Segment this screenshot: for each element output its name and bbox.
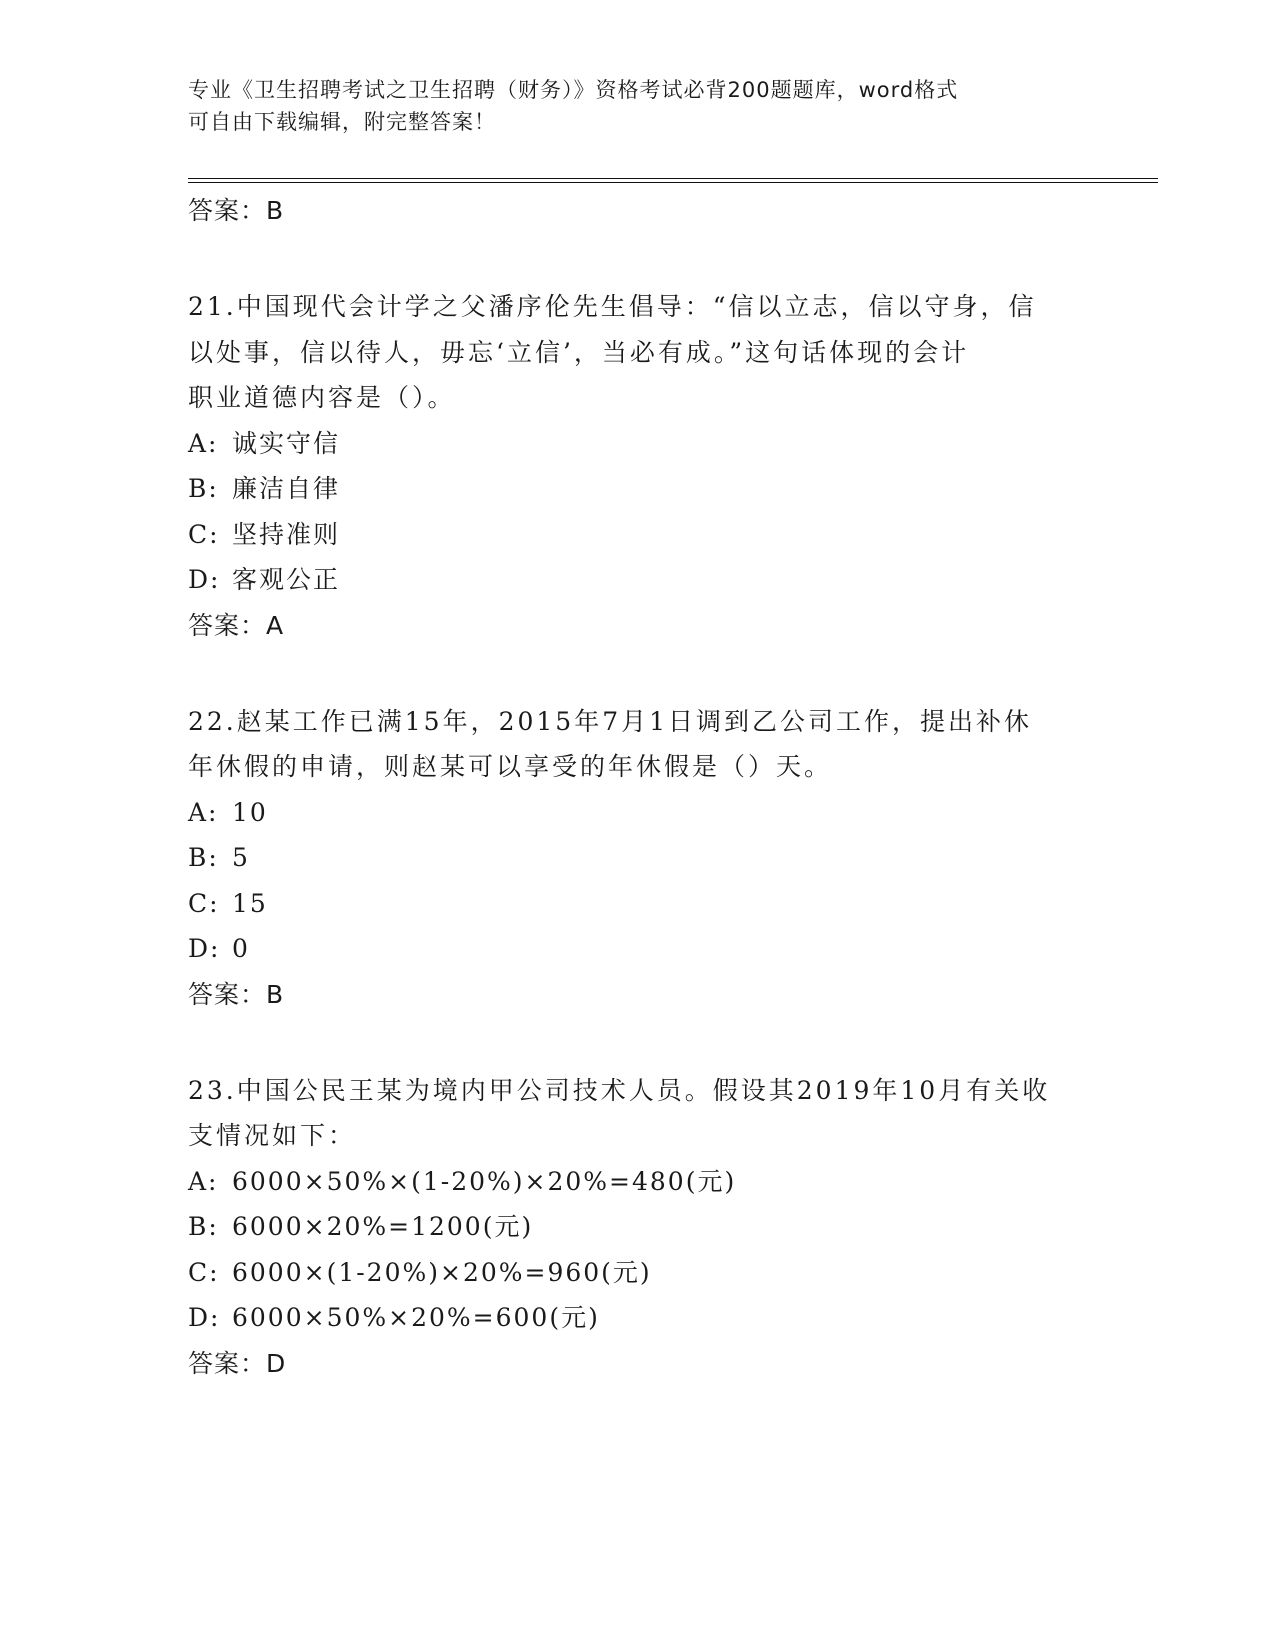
option-text: 客观公正 bbox=[232, 565, 341, 594]
option-letter: C: bbox=[188, 519, 220, 549]
option-letter: A: bbox=[188, 797, 219, 827]
option-letter: D: bbox=[188, 1303, 221, 1332]
option-text: 6000×(1-20%)×20%=960(元) bbox=[232, 1257, 652, 1287]
question-23 bbox=[188, 1068, 1088, 1387]
stem-line: 以处事，信以待人，毋忘‘立信’，当必有成。”这句话体现的会计 bbox=[188, 337, 970, 367]
option-text: 10 bbox=[232, 797, 268, 827]
option-c bbox=[188, 881, 1088, 927]
option-letter: D: bbox=[188, 934, 221, 963]
header-line-1: 专业《卫生招聘考试之卫生招聘（财务）》资格考试必背200题题库，word格式 bbox=[188, 78, 959, 102]
document-header bbox=[188, 74, 1088, 138]
answer-line: 答案：A bbox=[188, 610, 285, 640]
option-text: 15 bbox=[232, 888, 268, 918]
question-stem bbox=[188, 699, 1088, 790]
option-text: 廉洁自律 bbox=[232, 474, 341, 503]
question-stem bbox=[188, 284, 1088, 421]
option-d bbox=[188, 926, 1088, 972]
stem-line: 职业道德内容是（）。 bbox=[188, 383, 456, 412]
option-b bbox=[188, 835, 1088, 881]
option-letter: B: bbox=[188, 1212, 219, 1241]
option-text: 坚持准则 bbox=[232, 519, 341, 549]
option-a bbox=[188, 421, 1088, 467]
option-letter: B: bbox=[188, 474, 219, 503]
stem-line: 23.中国公民王某为境内甲公司技术人员。假设其2019年10月有关收 bbox=[188, 1075, 1051, 1105]
option-c bbox=[188, 1250, 1088, 1296]
option-letter: A: bbox=[188, 428, 219, 458]
option-letter: B: bbox=[188, 843, 219, 872]
previous-answer: 答案：B bbox=[188, 196, 285, 225]
header-double-rule bbox=[188, 178, 1158, 183]
stem-line: 支情况如下： bbox=[188, 1121, 357, 1150]
option-d bbox=[188, 557, 1088, 603]
option-text: 5 bbox=[232, 843, 250, 872]
option-text: 6000×50%×(1-20%)×20%=480(元) bbox=[232, 1166, 737, 1196]
option-text: 0 bbox=[232, 934, 250, 963]
question-21 bbox=[188, 284, 1088, 649]
question-stem bbox=[188, 1068, 1088, 1159]
option-a bbox=[188, 1159, 1088, 1205]
answer-line: 答案：D bbox=[188, 1348, 287, 1378]
option-letter: D: bbox=[188, 565, 221, 594]
option-letter: C: bbox=[188, 888, 220, 918]
stem-line: 21.中国现代会计学之父潘序伦先生倡导：“信以立志，信以守身，信 bbox=[188, 292, 1037, 321]
header-line-2: 可自由下载编辑，附完整答案！ bbox=[188, 110, 496, 134]
question-22 bbox=[188, 699, 1088, 1018]
option-d bbox=[188, 1295, 1088, 1341]
option-c bbox=[188, 512, 1088, 558]
option-letter: C: bbox=[188, 1257, 220, 1287]
option-text: 6000×50%×20%=600(元) bbox=[232, 1303, 600, 1332]
option-letter: A: bbox=[188, 1166, 219, 1196]
question-list bbox=[188, 188, 1088, 1387]
stem-line: 年休假的申请，则赵某可以享受的年休假是（）天。 bbox=[188, 752, 833, 781]
option-b bbox=[188, 1204, 1088, 1250]
option-text: 6000×20%=1200(元) bbox=[232, 1212, 534, 1241]
option-b bbox=[188, 466, 1088, 512]
option-a bbox=[188, 790, 1088, 836]
option-text: 诚实守信 bbox=[232, 428, 341, 458]
stem-line: 22.赵某工作已满15年，2015年7月1日调到乙公司工作，提出补休 bbox=[188, 706, 1033, 736]
answer-line: 答案：B bbox=[188, 979, 285, 1009]
